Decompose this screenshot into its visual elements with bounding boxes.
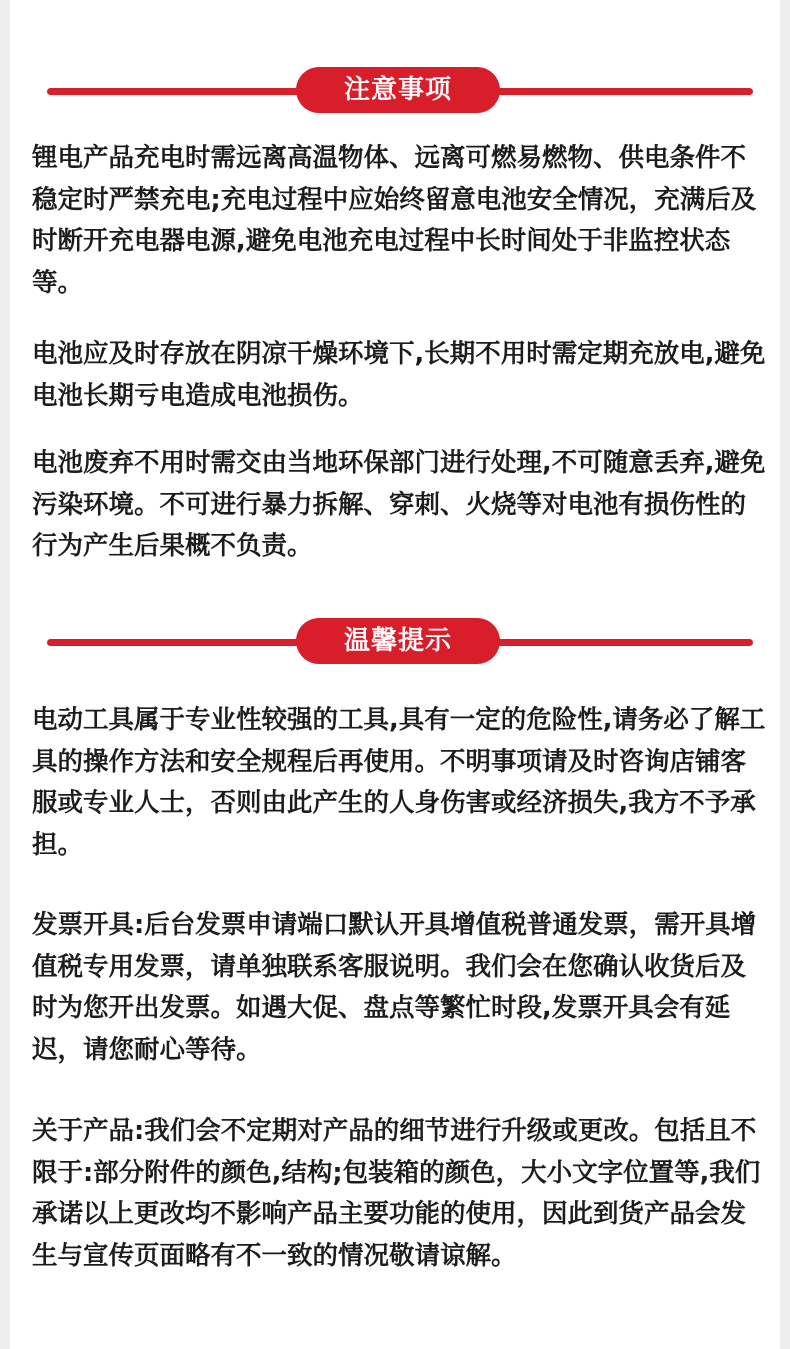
notice-paragraph-charging: 锂电产品充电时需远离高温物体、远离可燃易燃物、供电条件不稳定时严禁充电;充电过程中应始终留意电池安全情况，充满后及时断开充电器电源,避免电池充电过程中长时间处于非监控状态等。 [32,143,757,298]
notice-page [10,0,780,1349]
tips-section-header [10,618,780,664]
notice-section-header [10,67,780,113]
notice-paragraph-disposal: 电池废弃不用时需交由当地环保部门进行处理,不可随意丢弃,避免污染环境。不可进行暴力拆解、穿刺、火烧等对电池有损伤性的行为产生后果概不负责。 [32,448,766,561]
tips-paragraph-product-changes: 关于产品:我们会不定期对产品的细节进行升级或更改。包括且不限于:部分附件的颜色,结构;包装箱的颜色，大小文字位置等,我们承诺以上更改均不影响产品主要功能的使用，因此到货产品会发生与宣传页面略有不一致的情况敬请谅解。 [32,1116,761,1271]
tips-paragraph-invoice: 发票开具:后台发票申请端口默认开具增值税普通发票，需开具增值税专用发票，请单独联系客服说明。我们会在您确认收货后及时为您开出发票。如遇大促、盘点等繁忙时段,发票开具会有延迟，请您耐心等待。 [32,910,757,1065]
notice-paragraph-storage: 电池应及时存放在阴凉干燥环境下,长期不用时需定期充放电,避免电池长期亏电造成电池损伤。 [32,339,766,411]
tips-paragraph-tool-safety: 电动工具属于专业性较强的工具,具有一定的危险性,请务必了解工具的操作方法和安全规程后再使用。不明事项请及时咨询店铺客服或专业人士，否则由此产生的人身伤害或经济损失,我方不予承担。 [32,705,766,860]
section-title: 注意事项 [296,67,500,113]
section-title: 温馨提示 [296,618,500,664]
